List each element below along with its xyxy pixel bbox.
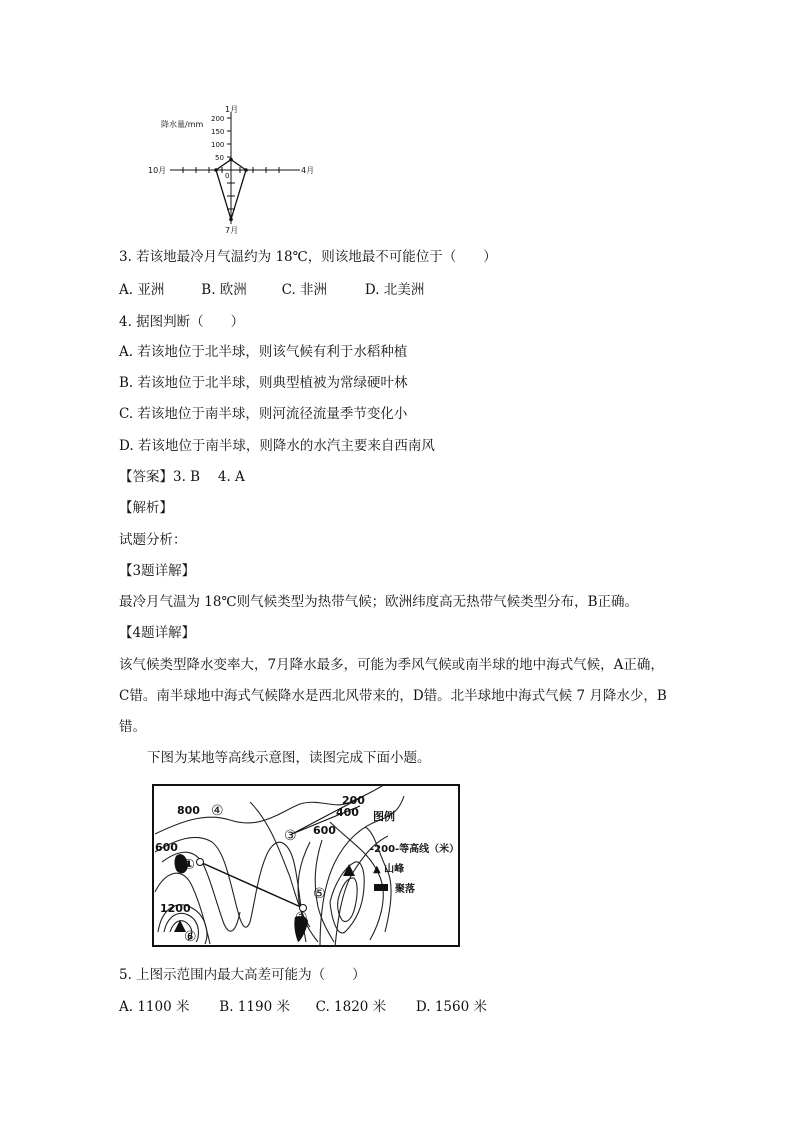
analysis-intro: 试题分析： <box>119 532 187 548</box>
tick-label-100: 100 <box>211 141 225 149</box>
q3-option-c[interactable]: C. 非洲 <box>281 282 328 298</box>
detail4-heading: 【4题详解】 <box>119 625 196 641</box>
contour-label-600-right: 600 <box>313 824 336 837</box>
q3-option-d[interactable]: D. 北美洲 <box>364 282 425 298</box>
point-oct <box>214 168 218 172</box>
tick-label-0: 0 <box>225 172 230 180</box>
q3-stem: 3. 若该地最冷月气温约为 18℃，则该地最不可能位于（ ） <box>119 249 497 265</box>
point-label-3: ③ <box>284 828 297 844</box>
point-label-5: ⑤ <box>313 886 326 902</box>
month-label-apr: 4月 <box>301 166 315 175</box>
q5-option-a[interactable]: A. 1100 米 <box>119 999 190 1015</box>
detail4-line-3: 错。 <box>119 719 146 735</box>
q5-option-c[interactable]: C. 1820 米 <box>315 999 387 1015</box>
q5-options <box>119 998 487 1016</box>
month-label-oct: 10月 <box>148 166 167 175</box>
month-label-jan: 1月 <box>225 105 239 114</box>
legend-settlement: 聚落 <box>395 884 415 895</box>
legend-peak: ▲ 山峰 <box>373 864 405 875</box>
point-jul <box>229 218 233 222</box>
answer-line: 【答案】3. B 4. A <box>119 469 245 485</box>
tick-label-150: 150 <box>211 128 225 136</box>
point-jan <box>229 158 233 162</box>
contour-label-800: 800 <box>177 804 200 817</box>
q3-option-a[interactable]: A. 亚洲 <box>119 282 165 298</box>
precipitation-radar-chart <box>140 100 340 240</box>
q5-option-d[interactable]: D. 1560 米 <box>415 999 487 1015</box>
detail3-text: 最冷月气温为 18℃则气候类型为热带气候；欧洲纬度高无热带气候类型分布，B正确。 <box>119 594 638 610</box>
contour-map <box>150 782 462 949</box>
detail3-heading: 【3题详解】 <box>119 563 196 579</box>
point-label-6: ⑥ <box>184 929 197 945</box>
q4-option-d[interactable]: D. 若该地位于南半球，则降水的水汽主要来自西南风 <box>119 438 435 454</box>
contour-label-200: 200 <box>342 794 365 807</box>
legend-contour: -200-等高线（米） <box>370 844 460 855</box>
analysis-heading: 【解析】 <box>119 500 173 516</box>
map-intro: 下图为某地等高线示意图，读图完成下面小题。 <box>147 750 431 766</box>
profile-point-start <box>197 859 204 866</box>
contour-label-400: 400 <box>336 806 359 819</box>
tick-label-50: 50 <box>215 154 224 162</box>
point-label-2: ② <box>295 910 308 926</box>
contour-label-600-left: 600 <box>155 841 178 854</box>
q4-stem: 4. 据图判断（ ） <box>119 314 245 330</box>
q3-options <box>119 281 424 299</box>
point-label-4: ④ <box>211 803 224 819</box>
q4-option-b[interactable]: B. 若该地位于北半球，则典型植被为常绿硬叶林 <box>119 375 408 391</box>
legend-settlement-swatch <box>374 884 388 891</box>
chart-ylabel: 降水量/mm <box>161 120 204 129</box>
q4-option-c[interactable]: C. 若该地位于南半球，则河流径流量季节变化小 <box>119 406 408 422</box>
month-label-jul: 7月 <box>225 226 239 235</box>
contour-label-1200: 1200 <box>160 902 191 915</box>
q3-option-b[interactable]: B. 欧洲 <box>201 282 247 298</box>
point-label-1: ① <box>183 857 195 873</box>
q5-option-b[interactable]: B. 1190 米 <box>219 999 290 1015</box>
legend-title: 图例 <box>373 810 395 823</box>
tick-label-200: 200 <box>211 115 225 123</box>
q5-stem: 5. 上图示范围内最大高差可能为（ ） <box>119 967 366 983</box>
detail4-line-1: 该气候类型降水变率大，7月降水最多，可能为季风气候或南半球的地中海式气候，A正确， <box>119 657 664 673</box>
point-apr <box>244 168 248 172</box>
q4-option-a[interactable]: A. 若该地位于北半球，则该气候有利于水稻种植 <box>119 344 408 360</box>
detail4-line-2: C错。南半球地中海式气候降水是西北风带来的，D错。北半球地中海式气候 7 月降水少，B <box>119 688 667 704</box>
